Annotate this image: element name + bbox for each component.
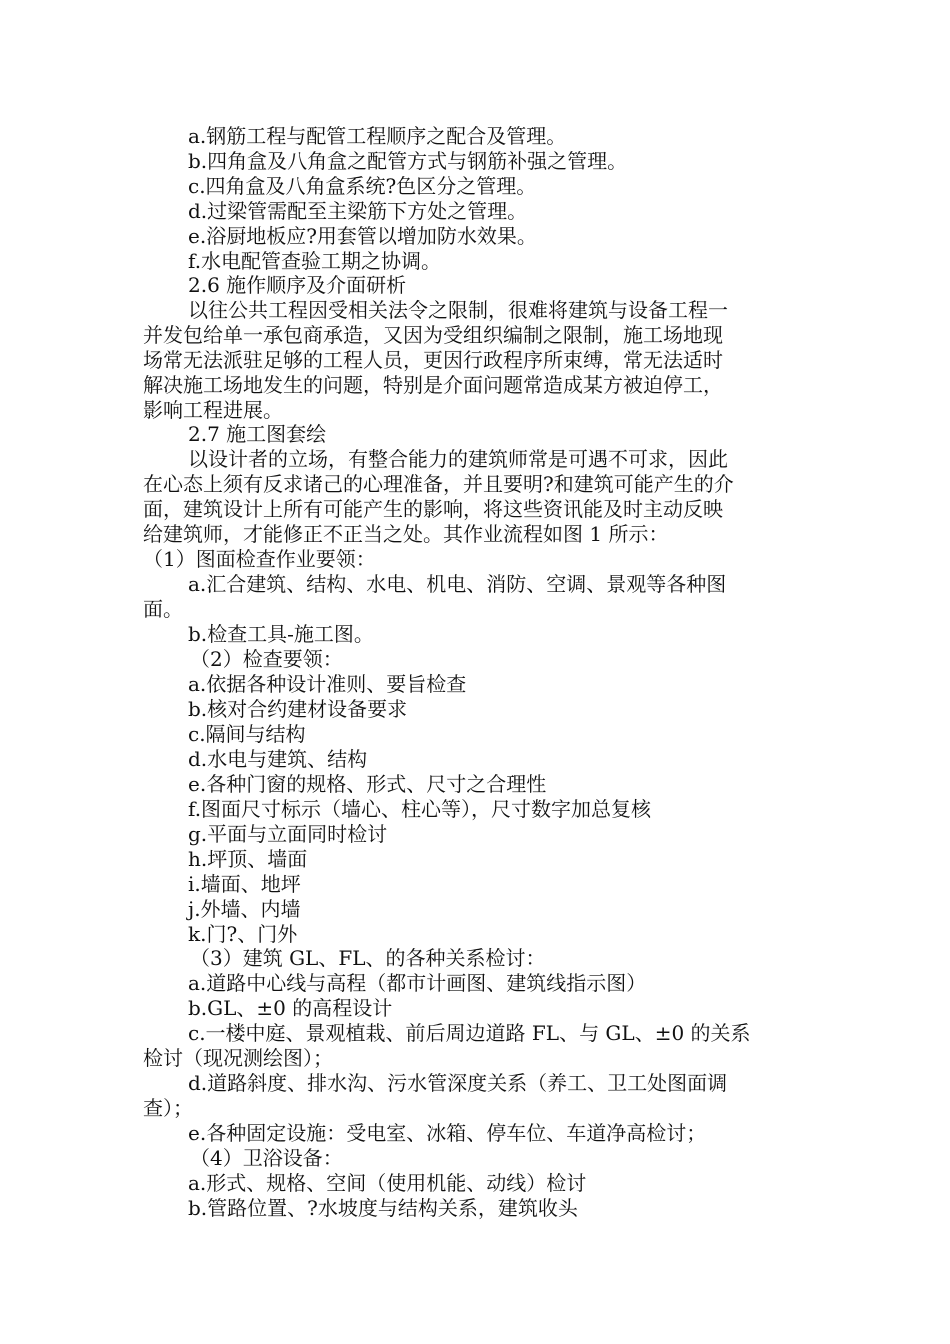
paragraph-line: 在心态上须有反求诸己的心理准备，并且要明?和建筑可能产生的介 (143, 472, 734, 496)
paragraph-line: 场常无法派驻足够的工程人员，更因行政程序所束缚，常无法适时 (143, 348, 723, 372)
paragraph-line: 并发包给单一承包商承造，又因为受组织编制之限制，施工场地现 (143, 323, 723, 347)
list-item-continuation: 检讨（现况测绘图）； (143, 1046, 333, 1070)
list-item: k.门?、门外 (188, 922, 298, 946)
list-item: d.道路斜度、排水沟、污水管深度关系（养工、卫工处图面调 (188, 1071, 728, 1095)
list-item: h.坪顶、墙面 (188, 847, 308, 871)
item-inspection-schedule: f.水电配管查验工期之协调。 (188, 249, 442, 273)
list-item: a.形式、规格、空间（使用机能、动线）检讨 (188, 1171, 587, 1195)
item-bath-kitchen-sleeve: e.浴厨地板应?用套管以增加防水效果。 (188, 224, 537, 248)
subheading-1: （1）图面检查作业要领： (143, 547, 376, 571)
list-item: i.墙面、地坪 (188, 872, 301, 896)
list-item-continuation: 查）； (143, 1096, 193, 1120)
paragraph-line: 以往公共工程因受相关法令之限制，很难将建筑与设备工程一 (188, 298, 728, 322)
item-box-piping-method: b.四角盒及八角盒之配管方式与钢筋补强之管理。 (188, 149, 628, 173)
subheading-4: （4）卫浴设备： (190, 1146, 343, 1170)
list-item: b.检查工具-施工图。 (188, 622, 374, 646)
section-heading-2-6: 2.6 施作顺序及介面研析 (188, 273, 407, 297)
list-item: a.道路中心线与高程（都市计画图、建筑线指示图） (188, 971, 647, 995)
list-item: j.外墙、内墙 (188, 897, 301, 921)
item-box-color-coding: c.四角盒及八角盒系统?色区分之管理。 (188, 174, 537, 198)
list-item: g.平面与立面同时检讨 (188, 822, 388, 846)
list-item: e.各种固定设施：受电室、冰箱、停车位、车道净高检讨； (188, 1121, 707, 1145)
list-item: f.图面尺寸标示（墙心、柱心等），尺寸数字加总复核 (188, 797, 652, 821)
list-item: b.GL、±0 的高程设计 (188, 996, 393, 1020)
paragraph-line: 给建筑师，才能修正不正当之处。其作业流程如图 1 所示： (143, 522, 669, 546)
paragraph-line: 影响工程进展。 (143, 398, 283, 422)
list-item: b.核对合约建材设备要求 (188, 697, 408, 721)
list-item: b.管路位置、?水坡度与结构关系，建筑收头 (188, 1196, 578, 1220)
subheading-2: （2）检查要领： (190, 647, 343, 671)
paragraph-line: 解决施工场地发生的问题，特别是介面问题常造成某方被迫停工， (143, 373, 723, 397)
item-rebar-conduit-coordination: a.钢筋工程与配管工程顺序之配合及管理。 (188, 124, 567, 148)
paragraph-line: 面，建筑设计上所有可能产生的影响，将这些资讯能及时主动反映 (143, 497, 723, 521)
list-item: a.依据各种设计准则、要旨检查 (188, 672, 467, 696)
list-item-continuation: 面。 (143, 597, 183, 621)
list-item: c.一楼中庭、景观植栽、前后周边道路 FL、与 GL、±0 的关系 (188, 1021, 751, 1045)
list-item: d.水电与建筑、结构 (188, 747, 368, 771)
list-item: e.各种门窗的规格、形式、尺寸之合理性 (188, 772, 547, 796)
list-item: a.汇合建筑、结构、水电、机电、消防、空调、景观等各种图 (188, 572, 727, 596)
list-item: c.隔间与结构 (188, 722, 306, 746)
subheading-3: （3）建筑 GL、FL、的各种关系检讨： (190, 946, 546, 970)
paragraph-line: 以设计者的立场，有整合能力的建筑师常是可遇不可求，因此 (188, 447, 728, 471)
item-beam-pipe: d.过梁管需配至主梁筋下方处之管理。 (188, 199, 528, 223)
section-heading-2-7: 2.7 施工图套绘 (188, 422, 327, 446)
